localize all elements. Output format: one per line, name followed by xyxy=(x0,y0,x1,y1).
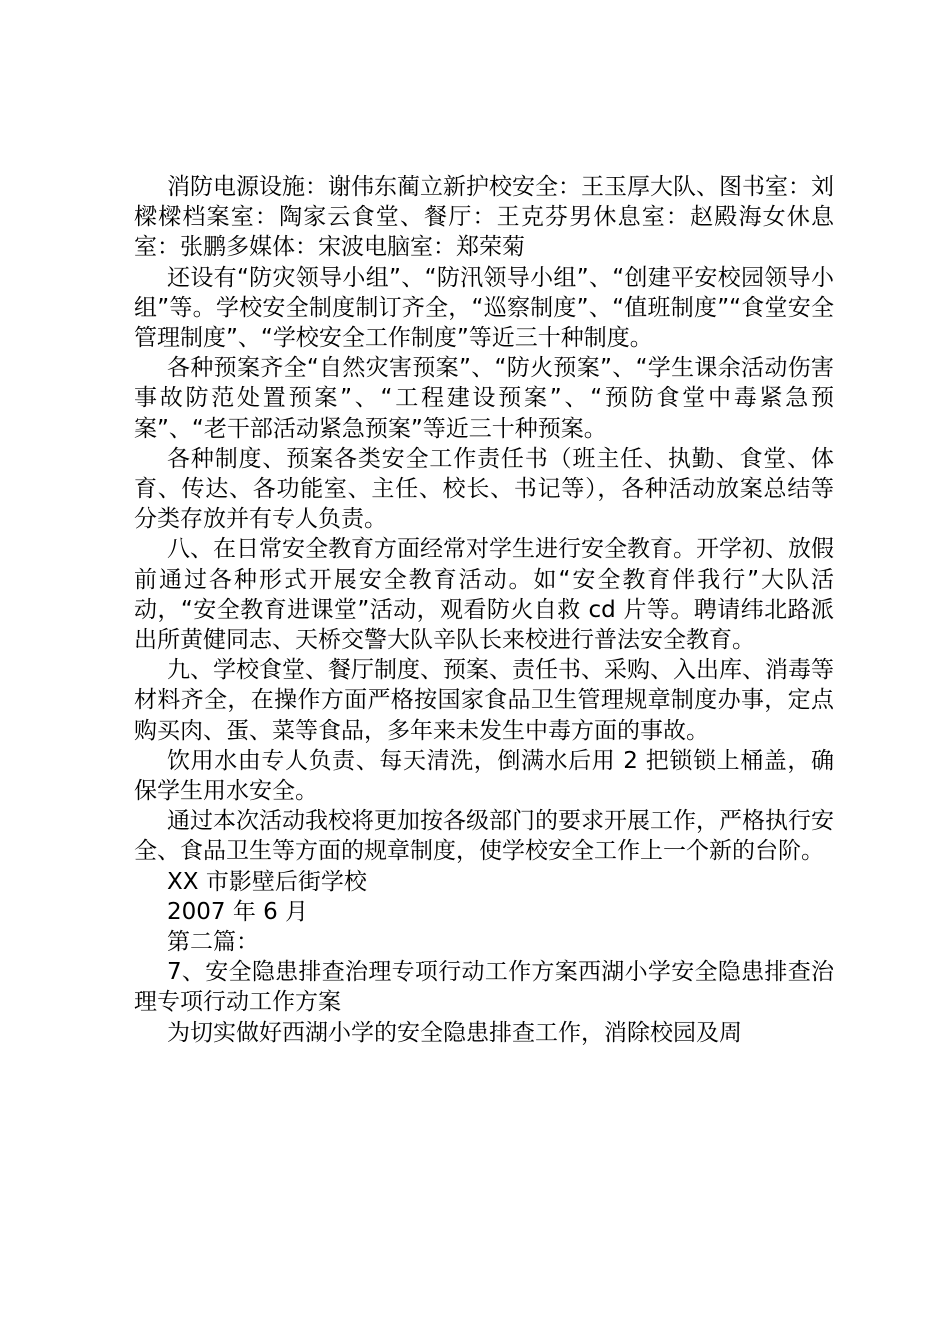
document-body xyxy=(134,172,834,1048)
paragraph-drinking-water: 饮用水由专人负责、每天清洗，倒满水后用 2 把锁锁上桶盖，确保学生用水安全。 xyxy=(134,747,834,805)
paragraph-section-nine: 九、学校食堂、餐厅制度、预案、责任书、采购、入出库、消毒等材料齐全，在操作方面严格按国家食品卫生管理规章制度办事，定点购买肉、蛋、菜等食品，多年来未发生中毒方面的事故。 xyxy=(134,657,834,744)
paragraph-hazard-intro: 为切实做好西湖小学的安全隐患排查工作，消除校园及周 xyxy=(167,1019,742,1046)
signature-school-name: XX 市影壁后街学校 xyxy=(167,868,367,895)
signature-date: 2007 年 6 月 xyxy=(167,898,309,925)
paragraph-responsibility-documents: 各种制度、预案各类安全工作责任书（班主任、执勤、食堂、体育、传达、各功能室、主任、校长、书记等），各种活动放案总结等分类存放并有专人负责。 xyxy=(134,445,834,533)
paragraph-section-eight: 八、在日常安全教育方面经常对学生进行安全教育。开学初、放假前通过各种形式开展安全教育活动。如“安全教育伴我行”大队活动，“安全教育进课堂”活动，观看防火自救 cd 片等。聘请纬北路派出所黄健同志、天桥交警大队辛队长来校进行普法安全教育。 xyxy=(134,536,834,654)
paragraph-conclusion: 通过本次活动我校将更加按各级部门的要求开展工作，严格执行安全、食品卫生等方面的规章制度，使学校安全工作上一个新的台阶。 xyxy=(134,808,834,865)
section-title-hazard-plan: 7、安全隐患排查治理专项行动工作方案西湖小学安全隐患排查治理专项行动工作方案 xyxy=(134,959,834,1016)
section-heading-part-two: 第二篇： xyxy=(167,929,259,956)
paragraph-fire-safety-duty: 消防电源设施：谢伟东蔺立新护校安全：王玉厚大队、图书室：刘樑樑档案室：陶家云食堂、餐厅：王克芬男休息室：赵殿海女休息室：张鹏多媒体：宋波电脑室：郑荣菊 xyxy=(134,174,834,261)
paragraph-leadership-groups: 还设有“防灾领导小组”、“防汛领导小组”、“创建平安校园领导小组”等。学校安全制度制订齐全，“巡察制度”、“值班制度”“食堂安全管理制度”、“学校安全工作制度”等近三十种制度。 xyxy=(134,264,834,352)
paragraph-emergency-plans: 各种预案齐全“自然灾害预案”、“防火预案”、“学生课余活动伤害事故防范处置预案”、“工程建设预案”、“预防食堂中毒紧急预案”、“老干部活动紧急预案”等近三十种预案。 xyxy=(134,355,834,442)
